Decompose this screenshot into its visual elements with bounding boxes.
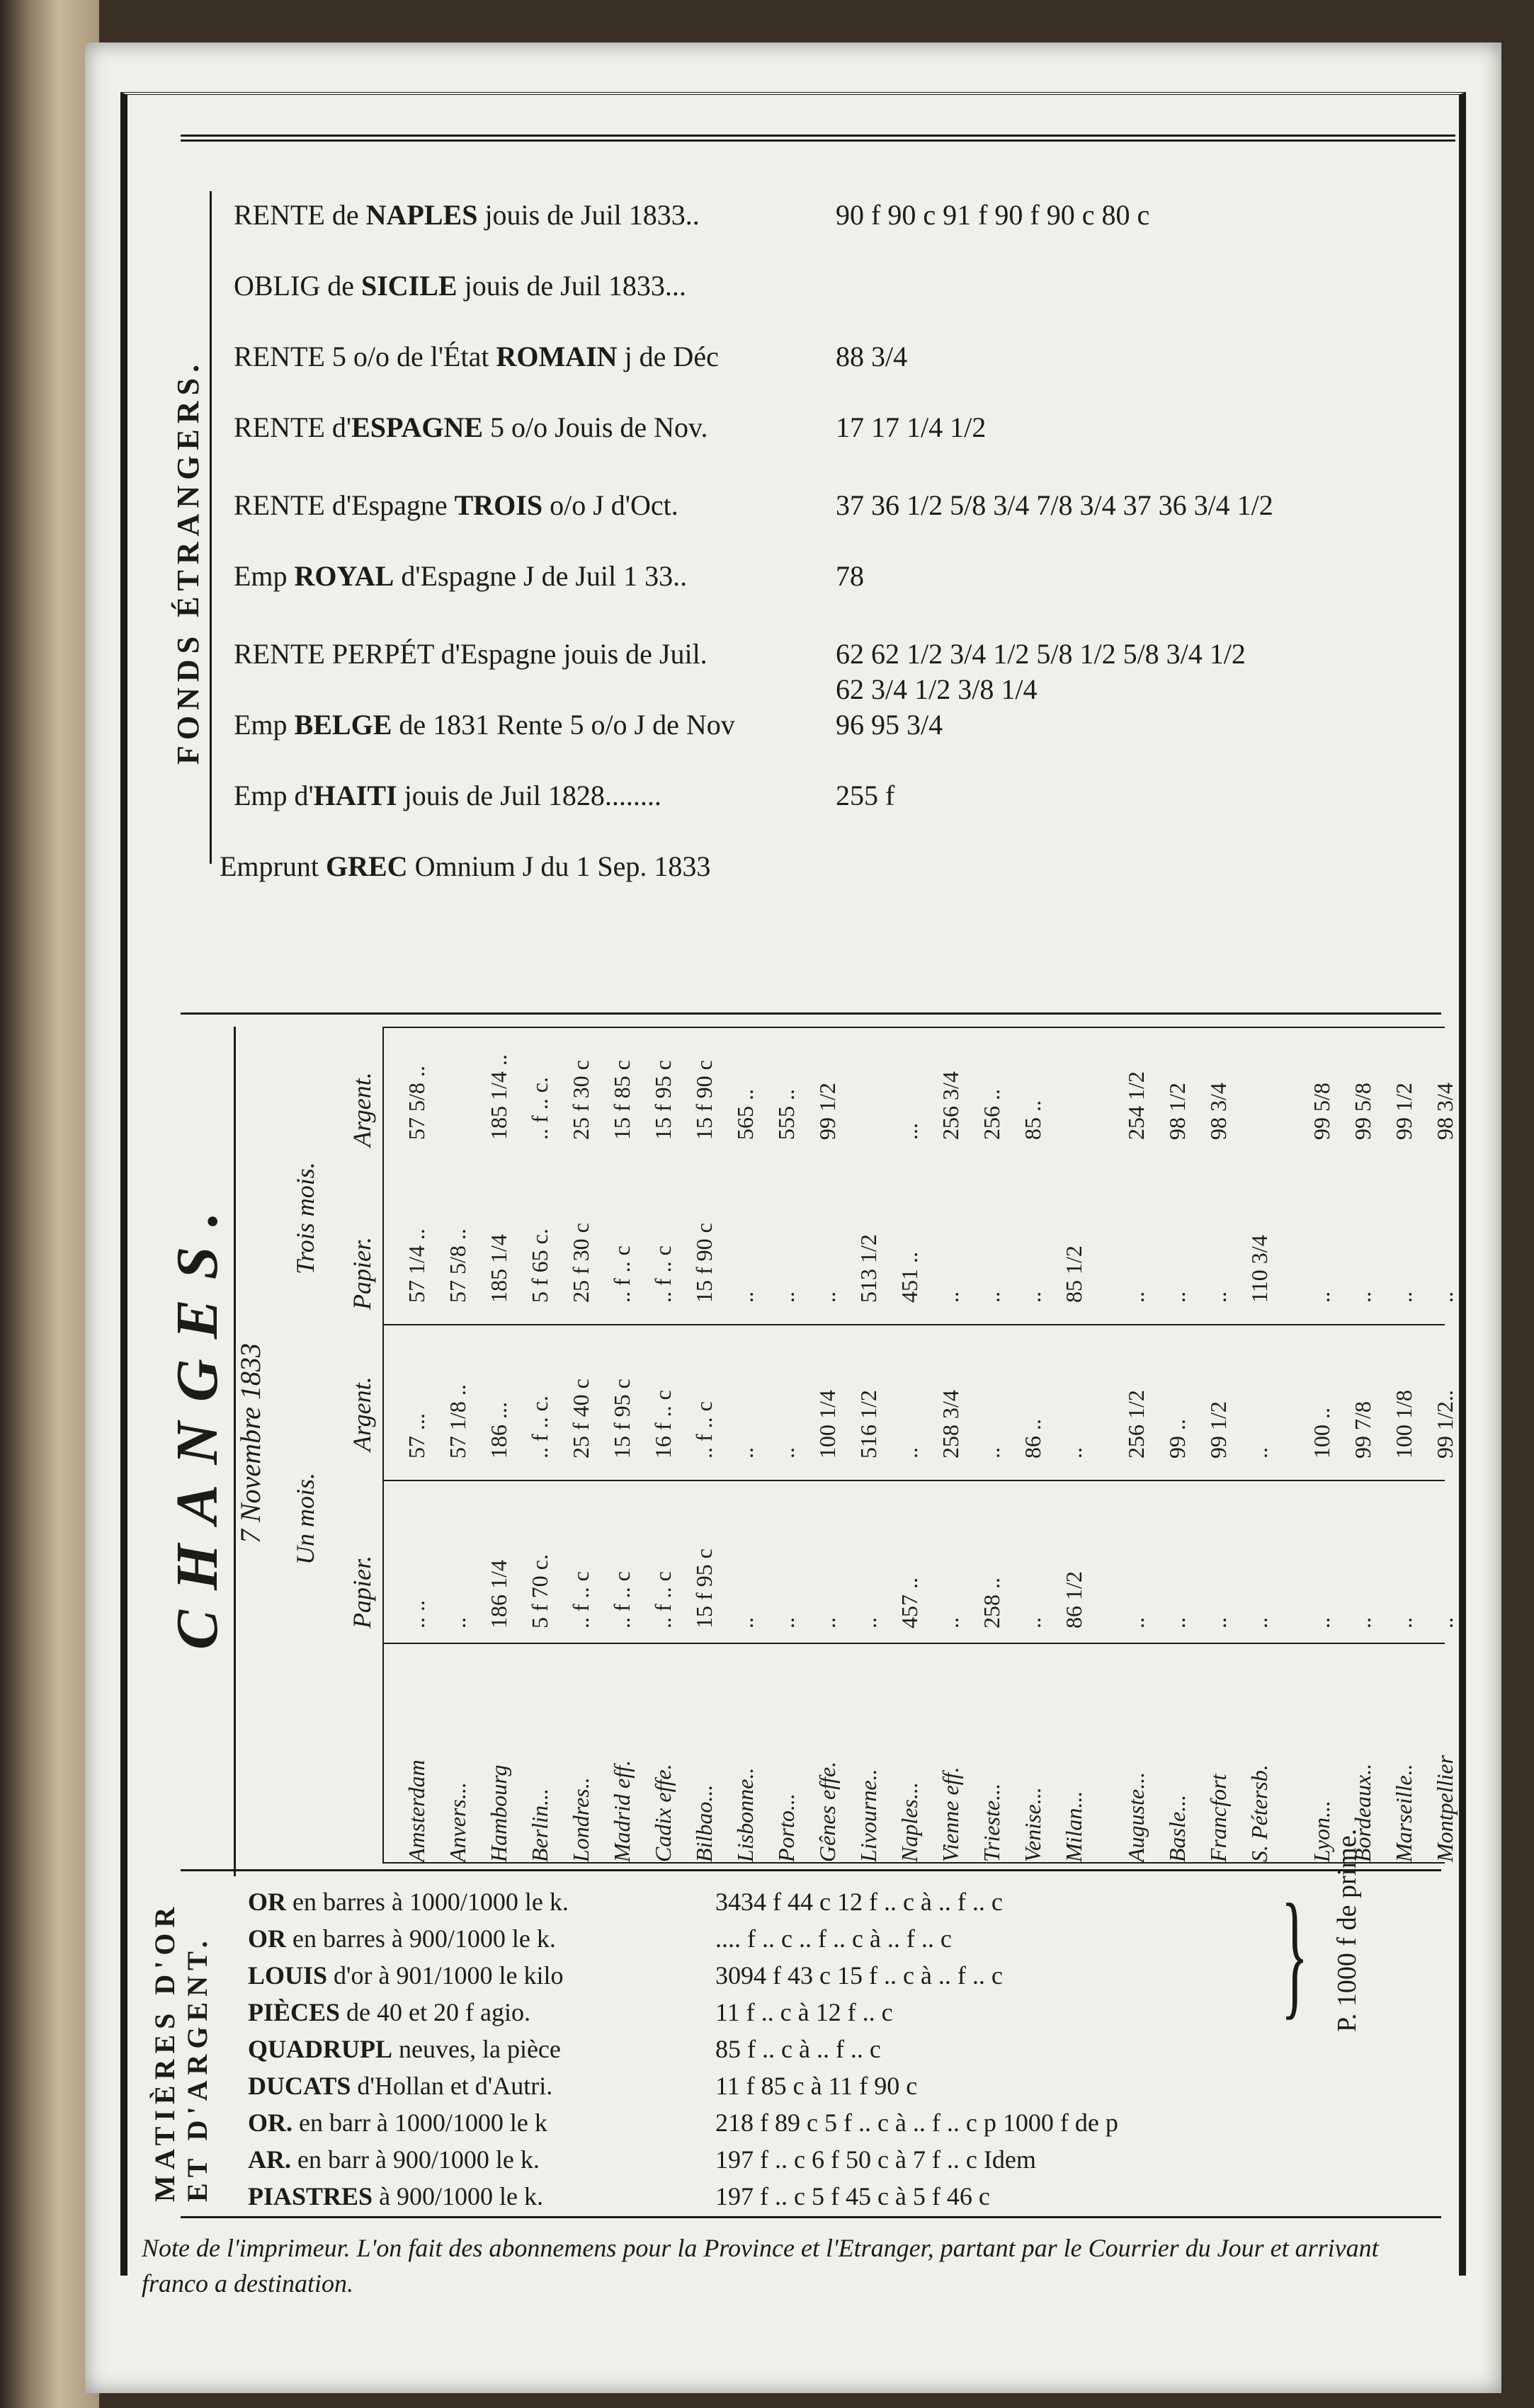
tm-argent-cell: 565 .. [732, 1089, 758, 1140]
city-name: Porto... [773, 1793, 799, 1862]
fonds-row-label [234, 198, 836, 232]
fonds-row-value: 96 95 3/4 [836, 709, 943, 741]
um-papier-cell: .. [1164, 1617, 1190, 1628]
tm-papier-cell: 513 1/2 [856, 1234, 881, 1303]
um-papier-cell: .. [1391, 1617, 1416, 1628]
tm-papier-cell: 85 1/2 [1061, 1245, 1086, 1303]
fonds-row-continued [234, 673, 1037, 706]
label-post: d'Espagne jouis de Juil. [433, 638, 708, 670]
label-pre: Emp d' [234, 780, 314, 811]
um-papier-cell: .. [1020, 1617, 1045, 1628]
changes-date: 7 Novembre 1833 [234, 1343, 266, 1543]
label-bold: OR. [248, 2109, 292, 2137]
label-bold: AR. [248, 2145, 291, 2174]
brace: } [1280, 1876, 1309, 2032]
label-bold: PIASTRES [248, 2182, 373, 2210]
matieres-row [248, 1961, 1003, 1990]
col-argent-1m: Argent. [348, 1376, 376, 1451]
um-argent-cell: 186 ... [486, 1402, 511, 1459]
matieres-row [248, 1997, 893, 2027]
um-argent-cell: .. [732, 1447, 758, 1459]
tm-argent-cell: 98 3/4 [1432, 1083, 1458, 1140]
fonds-row-value: 62 62 1/2 3/4 1/2 5/8 1/2 5/8 3/4 1/2 [836, 638, 1246, 670]
label-post: o/o J d'Oct. [542, 489, 678, 521]
label-post: en barr à 1000/1000 le k [292, 2109, 547, 2137]
tm-argent-cell: 99 1/2 [1391, 1083, 1416, 1140]
fonds-rule [210, 191, 212, 864]
label-post: en barr à 900/1000 le k. [291, 2145, 540, 2174]
changes-label: CHANGES. [164, 1192, 230, 1650]
um-papier-cell: .. f .. c [650, 1571, 676, 1628]
um-argent-cell: .. [897, 1447, 922, 1459]
city-name: Venise... [1020, 1787, 1045, 1862]
fonds-etrangers-label: FONDS ÉTRANGERS. [171, 359, 205, 765]
matieres-row-value: 197 f .. c 5 f 45 c à 5 f 46 c [715, 2182, 990, 2210]
label-post: d'Hollan et d'Autri. [351, 2072, 553, 2100]
um-papier-cell: .. [732, 1617, 758, 1628]
label-bold: LOUIS [248, 1961, 328, 1990]
tm-argent-cell: .. f .. c. [527, 1077, 552, 1140]
um-argent-cell: .. [773, 1447, 799, 1459]
um-papier-cell: 86 1/2 [1061, 1571, 1086, 1628]
matieres-row-label [248, 2145, 715, 2174]
um-papier-cell: 457 .. [897, 1577, 922, 1628]
city-name: Livourne.. [856, 1769, 881, 1862]
matieres-row-value: .... f .. c .. f .. c à .. f .. c [715, 1924, 952, 1953]
city-name: Vienne eff. [938, 1767, 963, 1862]
matieres-label [149, 1902, 214, 2202]
um-papier-cell: .. [1205, 1617, 1231, 1628]
tm-papier-cell: 57 1/4 .. [404, 1228, 429, 1303]
fonds-row-value: 37 36 1/2 5/8 3/4 7/8 3/4 37 36 3/4 1/2 [836, 489, 1273, 521]
tm-argent-cell: 254 1/2 [1123, 1071, 1149, 1140]
um-argent-cell: .. f .. c [691, 1401, 717, 1459]
label-pre: RENTE 5 o/o de l'État [234, 341, 496, 372]
city-name: Londres.. [568, 1777, 593, 1862]
tm-argent-cell: 256 3/4 [938, 1071, 963, 1140]
tm-papier-cell: .. [773, 1291, 799, 1303]
matieres-row [248, 2181, 990, 2211]
matieres-row-label [248, 1887, 715, 1917]
label-post: j de Déc [617, 341, 719, 372]
tm-papier-cell: .. [979, 1291, 1004, 1303]
um-argent-cell: 15 f 95 c [609, 1379, 635, 1459]
fonds-row-label [234, 708, 836, 741]
um-argent-cell: .. f .. c. [527, 1396, 552, 1459]
tm-argent-cell: 98 3/4 [1205, 1083, 1231, 1140]
matieres-row [248, 2034, 881, 2064]
label-post: Omnium J du 1 Sep. 1833 [407, 850, 711, 882]
label-pre: Emp [234, 560, 295, 592]
tm-papier-cell: 451 .. [897, 1252, 922, 1303]
col-papier-3m: Papier. [348, 1237, 376, 1310]
fonds-row [220, 850, 822, 883]
label-post: en barres à 1000/1000 le k. [286, 1888, 569, 1916]
fonds-row [234, 708, 943, 741]
um-papier-cell: .. f .. c [609, 1571, 635, 1628]
tm-argent-cell: 256 .. [979, 1089, 1004, 1140]
tm-argent-cell: ... [897, 1123, 922, 1140]
city-name: Gênes effe. [814, 1761, 840, 1862]
label-post: d'Espagne J de Juil 1 33.. [394, 560, 688, 592]
tm-papier-cell: .. [814, 1291, 840, 1303]
tm-argent-cell: 99 5/8 [1350, 1083, 1375, 1140]
um-papier-cell: .. f .. c [568, 1571, 593, 1628]
tm-papier-cell: .. [1164, 1291, 1190, 1303]
label-pre: RENTE d' [234, 411, 352, 443]
um-papier-cell: .. [938, 1617, 963, 1628]
fonds-row-label [234, 559, 836, 593]
date-rule [234, 1027, 236, 1876]
tm-argent-cell: 99 1/2 [814, 1083, 840, 1140]
um-argent-cell: 99 1/2 [1205, 1401, 1231, 1459]
tm-papier-cell: .. [1020, 1291, 1045, 1303]
matieres-row-label [248, 2034, 715, 2064]
city-name: Montpellier [1432, 1754, 1458, 1862]
um-papier-cell: 5 f 70 c. [527, 1554, 552, 1628]
label-post: de 40 et 20 f agio. [340, 1998, 530, 2026]
um-papier-cell: 186 1/4 [486, 1560, 511, 1628]
um-argent-cell: 256 1/2 [1123, 1390, 1149, 1459]
col-argent-3m: Argent. [348, 1072, 376, 1147]
label-bold: ESPAGNE [351, 411, 484, 443]
matieres-label-line2: ET D'ARGENT. [181, 1935, 213, 2202]
tm-argent-cell: 57 5/8 .. [404, 1066, 429, 1140]
label-bold: HAITI [313, 780, 397, 811]
label-post: neuves, la pièce [392, 2035, 561, 2063]
fonds-row [234, 489, 1273, 522]
city-name: Basle... [1164, 1794, 1190, 1862]
label-bold: NAPLES [365, 199, 478, 231]
fonds-row-value: 90 f 90 c 91 f 90 f 90 c 80 c [836, 199, 1150, 231]
um-papier-cell: .. [1123, 1617, 1149, 1628]
label-bold: GREC [325, 850, 408, 882]
tm-argent-cell: 85 .. [1020, 1100, 1045, 1140]
label-post: à 900/1000 le k. [373, 2182, 544, 2210]
matieres-row-label [248, 1997, 715, 2027]
separator-matieres [181, 1869, 1441, 1871]
grid-top [382, 1027, 1445, 1028]
grid-mid [382, 1480, 1445, 1481]
group-trois-mois: Trois mois. [291, 1162, 319, 1274]
tm-papier-cell: .. f .. c [609, 1245, 635, 1303]
label-post: jouis de Juil 1833... [457, 270, 686, 302]
city-name: Bordeaux.. [1350, 1763, 1375, 1862]
um-papier-cell: .. [856, 1617, 881, 1628]
grid-tm-split [382, 1324, 1445, 1325]
tm-argent-cell: 185 1/4 .. [486, 1054, 511, 1140]
matieres-row-value: 11 f 85 c à 11 f 90 c [715, 2072, 918, 2100]
matieres-row-label [248, 2181, 715, 2211]
city-name: Cadix effe. [650, 1764, 676, 1862]
fonds-row [234, 340, 907, 373]
label-pre: RENTE d'Espagne [234, 489, 455, 521]
um-argent-cell: 99 1/2.. [1432, 1390, 1458, 1459]
matieres-row-value: 218 f 89 c 5 f .. c à .. f .. c p 1000 f de p [715, 2109, 1118, 2137]
city-name: S. Pétersb. [1246, 1764, 1272, 1862]
matieres-row-value: 11 f .. c à 12 f .. c [715, 1998, 893, 2026]
fonds-row [234, 637, 1246, 671]
city-name: Milan... [1061, 1791, 1086, 1862]
label-pre: Emp [234, 709, 295, 741]
fonds-row [234, 198, 1149, 232]
tm-argent-cell: 25 f 30 c [568, 1060, 593, 1140]
col-papier-1m: Papier. [348, 1556, 376, 1628]
um-papier-cell: .. [773, 1617, 799, 1628]
tm-papier-cell: .. f .. c [650, 1245, 676, 1303]
um-papier-cell: 258 .. [979, 1577, 1004, 1628]
fonds-row-value2: 62 3/4 1/2 3/8 1/4 [836, 673, 1038, 705]
matieres-row-label [248, 1961, 715, 1990]
label-bold: BELGE [294, 709, 392, 741]
tm-papier-cell: 25 f 30 c [568, 1223, 593, 1303]
tm-papier-cell: .. [1205, 1291, 1231, 1303]
grid-left [382, 1027, 384, 1862]
um-argent-cell: 99 7/8 [1350, 1401, 1375, 1459]
grid-um-split [382, 1643, 1445, 1644]
tm-argent-cell: 15 f 90 c [691, 1060, 717, 1140]
tm-papier-cell: 110 3/4 [1246, 1235, 1272, 1303]
tm-papier-cell: .. [1309, 1291, 1334, 1303]
label-pre: OBLIG de [234, 270, 361, 302]
city-name: Naples... [897, 1782, 922, 1862]
label-post: jouis de Juil 1828........ [397, 780, 661, 811]
tm-argent-cell: 15 f 85 c [609, 1060, 635, 1140]
um-argent-cell: 100 .. [1309, 1408, 1334, 1459]
matieres-row [248, 2145, 1036, 2174]
label-bold: OR [248, 1888, 286, 1916]
tm-argent-cell: 98 1/2 [1164, 1083, 1190, 1140]
matieres-row [248, 1887, 1003, 1917]
um-papier-cell: .. [1432, 1617, 1458, 1628]
label-bold: PIÈCES [248, 1998, 341, 2026]
city-name: Bilbao... [691, 1784, 717, 1862]
label-pre: RENTE PERPÉT [234, 638, 434, 670]
fonds-row [234, 411, 986, 444]
label-bold: QUADRUPL [248, 2035, 392, 2063]
city-name: Madrid eff. [609, 1760, 635, 1862]
city-name: Hambourg [486, 1764, 511, 1862]
label-post: d'or à 901/1000 le kilo [327, 1961, 564, 1990]
label-bold: OR [248, 1924, 286, 1953]
separator-note [181, 2216, 1441, 2218]
top-rule [181, 135, 1455, 142]
city-name: Trieste... [979, 1783, 1004, 1862]
label-post: jouis de Juil 1833.. [477, 199, 700, 231]
um-papier-cell: .. [1246, 1617, 1272, 1628]
tm-papier-cell: 15 f 90 c [691, 1223, 717, 1303]
fonds-row-label [234, 340, 836, 373]
matieres-row-value: 3094 f 43 c 15 f .. c à .. f .. c [715, 1961, 1003, 1990]
um-argent-cell: 99 .. [1164, 1419, 1190, 1459]
um-argent-cell: 16 f .. c [650, 1390, 676, 1459]
prime-label: P. 1000 f de prime. [1332, 1828, 1362, 2032]
matieres-row-value: 3434 f 44 c 12 f .. c à .. f .. c [715, 1888, 1003, 1916]
um-papier-cell: .. [1309, 1617, 1334, 1628]
tm-argent-cell: 99 5/8 [1309, 1083, 1334, 1140]
matieres-label-line1: MATIÈRES D'OR [149, 1901, 181, 2202]
fonds-row-label [234, 779, 836, 812]
city-name: Marseille.. [1391, 1764, 1416, 1862]
um-argent-cell: .. [1246, 1447, 1272, 1459]
tm-papier-cell: 5 f 65 c. [527, 1228, 552, 1303]
um-papier-cell: .. .. [404, 1600, 429, 1628]
tm-papier-cell: .. [1123, 1291, 1149, 1303]
fonds-row [234, 559, 864, 593]
um-argent-cell: .. [1061, 1447, 1086, 1459]
grid-city-rule [382, 1862, 1445, 1864]
fonds-row-value: 17 17 1/4 1/2 [836, 411, 987, 443]
matieres-row-label [248, 2071, 715, 2101]
matieres-row [248, 1924, 952, 1953]
tm-papier-cell: 57 5/8 .. [445, 1228, 470, 1303]
um-argent-cell: 100 1/8 [1391, 1390, 1416, 1459]
um-argent-cell: 57 1/8 .. [445, 1384, 470, 1459]
um-argent-cell: 25 f 40 c [568, 1379, 593, 1459]
tm-papier-cell: .. [1391, 1291, 1416, 1303]
label-bold: SICILE [360, 270, 458, 302]
fonds-row-label [234, 411, 836, 444]
tm-papier-cell: .. [938, 1291, 963, 1303]
changes-table [212, 1027, 1458, 1862]
um-argent-cell: .. [979, 1447, 1004, 1459]
city-name: Amsterdam [404, 1759, 429, 1862]
label-bold: TROIS [454, 489, 543, 521]
label-post: en barres à 900/1000 le k. [286, 1924, 556, 1953]
fonds-row-value: 255 f [836, 780, 895, 811]
book-edge [0, 0, 99, 2408]
fonds-row-label [234, 637, 836, 671]
fonds-row-value: 78 [836, 560, 864, 592]
city-name: Auguste... [1123, 1771, 1149, 1862]
tm-papier-cell: .. [1350, 1291, 1375, 1303]
tm-papier-cell: 185 1/4 [486, 1234, 511, 1303]
um-papier-cell: .. [814, 1617, 840, 1628]
um-argent-cell: 57 ... [404, 1413, 429, 1459]
city-name: Berlin... [527, 1788, 552, 1862]
matieres-row [248, 2071, 917, 2101]
label-bold: ROYAL [294, 560, 394, 592]
um-papier-cell: .. [445, 1617, 470, 1628]
city-name: Lisbonne.. [732, 1767, 758, 1862]
tm-argent-cell: 555 .. [773, 1089, 799, 1140]
fonds-row-value: 88 3/4 [836, 341, 908, 372]
fonds-row-label [234, 489, 836, 522]
label-post: 5 o/o Jouis de Nov. [483, 411, 708, 443]
printer-note: Note de l'imprimeur. L'on fait des abonnemens pour la Province et l'Etranger, partant par le Courrier du Jour et arrivant franco a destination. [142, 2234, 1379, 2298]
um-papier-cell: 15 f 95 c [691, 1548, 717, 1628]
fonds-row-label [234, 269, 836, 302]
matieres-row [248, 2108, 1118, 2138]
matieres-row-label [248, 1924, 715, 1953]
fonds-row [234, 779, 894, 812]
label-bold: ROMAIN [496, 341, 618, 372]
um-argent-cell: 516 1/2 [856, 1390, 881, 1459]
city-name: Francfort [1205, 1774, 1231, 1862]
tm-papier-cell: .. [732, 1291, 758, 1303]
um-argent-cell: 86 .. [1020, 1419, 1045, 1459]
tm-argent-cell: 15 f 95 c [650, 1060, 676, 1140]
um-papier-cell: .. [1350, 1617, 1375, 1628]
tm-papier-cell: .. [1432, 1291, 1458, 1303]
group-un-mois: Un mois. [291, 1472, 319, 1565]
fonds-row-label [220, 850, 822, 883]
label-post: de 1831 Rente 5 o/o J de Nov [392, 709, 735, 741]
um-argent-cell: 100 1/4 [814, 1390, 840, 1459]
fonds-row [234, 269, 836, 302]
label-bold: DUCATS [248, 2072, 351, 2100]
matieres-row-value: 197 f .. c 6 f 50 c à 7 f .. c Idem [715, 2145, 1036, 2174]
um-argent-cell: 258 3/4 [938, 1390, 963, 1459]
label-pre: Emprunt [220, 850, 326, 882]
matieres-row-value: 85 f .. c à .. f .. c [715, 2035, 881, 2063]
city-name: Anvers... [445, 1782, 470, 1862]
label-pre: RENTE de [234, 199, 366, 231]
separator-changes [181, 1012, 1441, 1015]
city-name: Lyon... [1309, 1800, 1334, 1862]
matieres-row-label [248, 2108, 715, 2138]
